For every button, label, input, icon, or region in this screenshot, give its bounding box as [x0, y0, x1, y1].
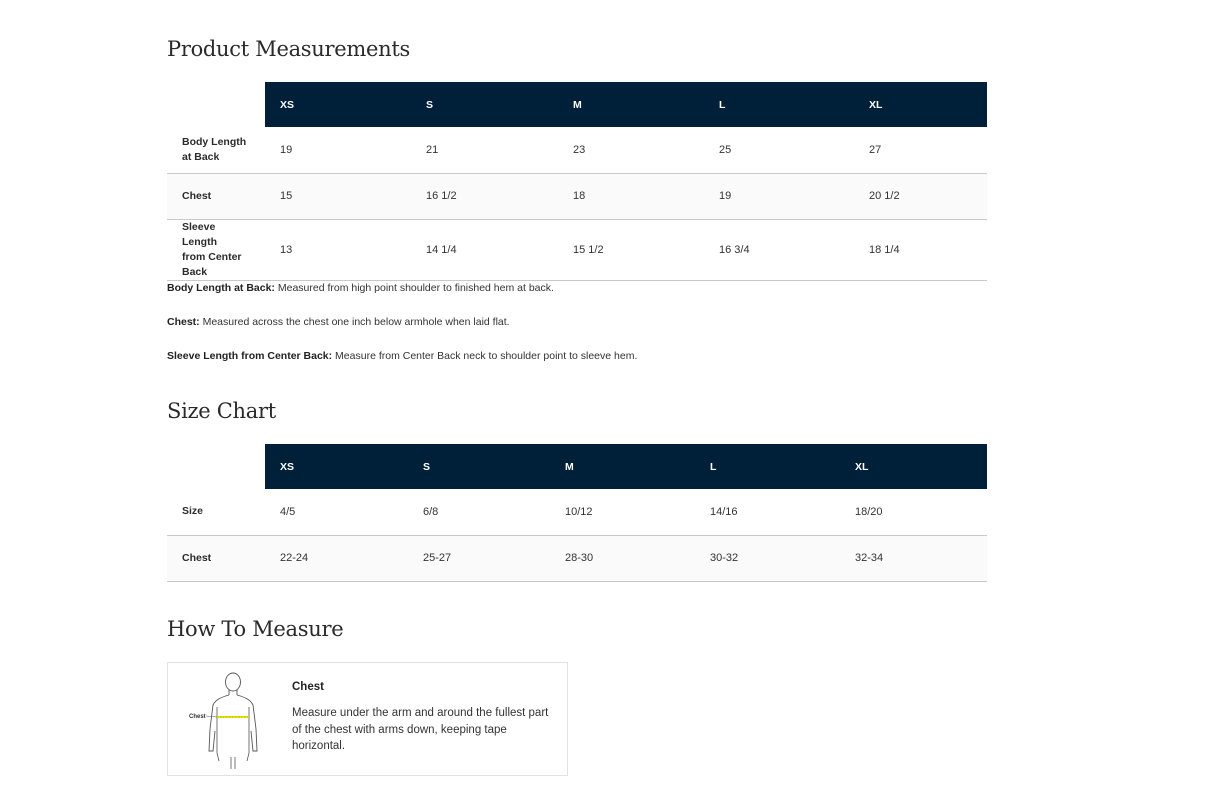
table-header-row [167, 82, 987, 127]
table-row [167, 489, 987, 535]
table-cell: 16 3/4 [719, 243, 750, 256]
table-cell: 25 [719, 143, 732, 156]
table-cell: 18 1/4 [869, 243, 900, 256]
table-cell: 15 [280, 190, 293, 202]
note-text: Measured from high point shoulder to finished hem at back. [274, 282, 554, 294]
note-text: Measured across the chest one inch below armhole when laid flat. [199, 316, 510, 328]
size-header-xs: XS [265, 82, 411, 127]
table-header-row [167, 444, 987, 489]
note-term: Body Length at Back: [167, 282, 275, 294]
table-row [167, 219, 987, 280]
size-header-m: M [558, 82, 704, 127]
product-measurements-table [167, 82, 987, 281]
size-chart-table [167, 444, 987, 582]
note-text: Measure from Center Back neck to shoulder point to sleeve hem. [332, 350, 638, 362]
product-measurements-title: Product Measurements [167, 37, 410, 61]
table-cell: 21 [426, 143, 439, 156]
table-cell: 15 1/2 [573, 243, 604, 256]
size-header-xl: XL [854, 82, 987, 127]
note-term: Chest: [167, 316, 200, 328]
size-header-xs: XS [265, 444, 408, 489]
table-cell: 19 [280, 143, 293, 156]
row-label-size: Size [182, 505, 204, 518]
size-header-l: L [704, 82, 854, 127]
row-label-chest: Chest [182, 551, 212, 564]
table-cell: 18/20 [855, 505, 883, 518]
size-header-s: S [411, 82, 558, 127]
table-cell: 4/5 [280, 505, 296, 518]
note-sleeve-length [167, 349, 637, 383]
note-chest [167, 315, 637, 349]
measure-card-heading: Chest [292, 681, 324, 693]
table-cell: 25-27 [423, 552, 452, 564]
table-cell: 32-34 [855, 552, 884, 564]
table-cell: 6/8 [423, 505, 439, 518]
row-label-body-length: Body Length at Back [182, 135, 247, 163]
size-header-m: M [550, 444, 695, 489]
table-cell: 10/12 [565, 505, 593, 518]
note-body-length [167, 281, 637, 315]
table-cell: 18 [573, 190, 586, 202]
table-cell: 14 1/4 [426, 243, 457, 256]
measurement-notes [167, 281, 637, 383]
size-header-s: S [408, 444, 550, 489]
size-chart-title: Size Chart [167, 399, 276, 423]
torso-chest-diagram-icon [186, 671, 262, 771]
size-header-l: L [695, 444, 840, 489]
table-cell: 14/16 [710, 505, 738, 518]
size-header-xl: XL [840, 444, 987, 489]
table-row [167, 173, 987, 219]
table-cell: 13 [280, 243, 293, 256]
table-cell: 22-24 [280, 552, 309, 564]
table-cell: 20 1/2 [869, 190, 900, 202]
note-term: Sleeve Length from Center Back: [167, 350, 333, 362]
table-cell: 27 [869, 143, 882, 156]
row-label-sleeve-length: Sleeve Length from Center Back [182, 220, 242, 278]
measure-card-description: Measure under the arm and around the fullest part of the chest with arms down, keeping tape horizontal. [292, 707, 549, 752]
table-cell: 16 1/2 [426, 190, 457, 202]
table-corner-cell [167, 444, 265, 489]
table-row [167, 127, 987, 173]
figure-label: Chest [189, 714, 206, 720]
table-cell: 19 [719, 190, 732, 202]
measure-card-chest [167, 662, 568, 776]
how-to-measure-title: How To Measure [167, 617, 344, 641]
table-row [167, 535, 987, 581]
table-cell: 28-30 [565, 552, 594, 564]
table-cell: 30-32 [710, 552, 739, 564]
table-corner-cell [167, 82, 265, 127]
table-cell: 23 [573, 143, 586, 156]
row-label-chest: Chest [182, 189, 212, 202]
